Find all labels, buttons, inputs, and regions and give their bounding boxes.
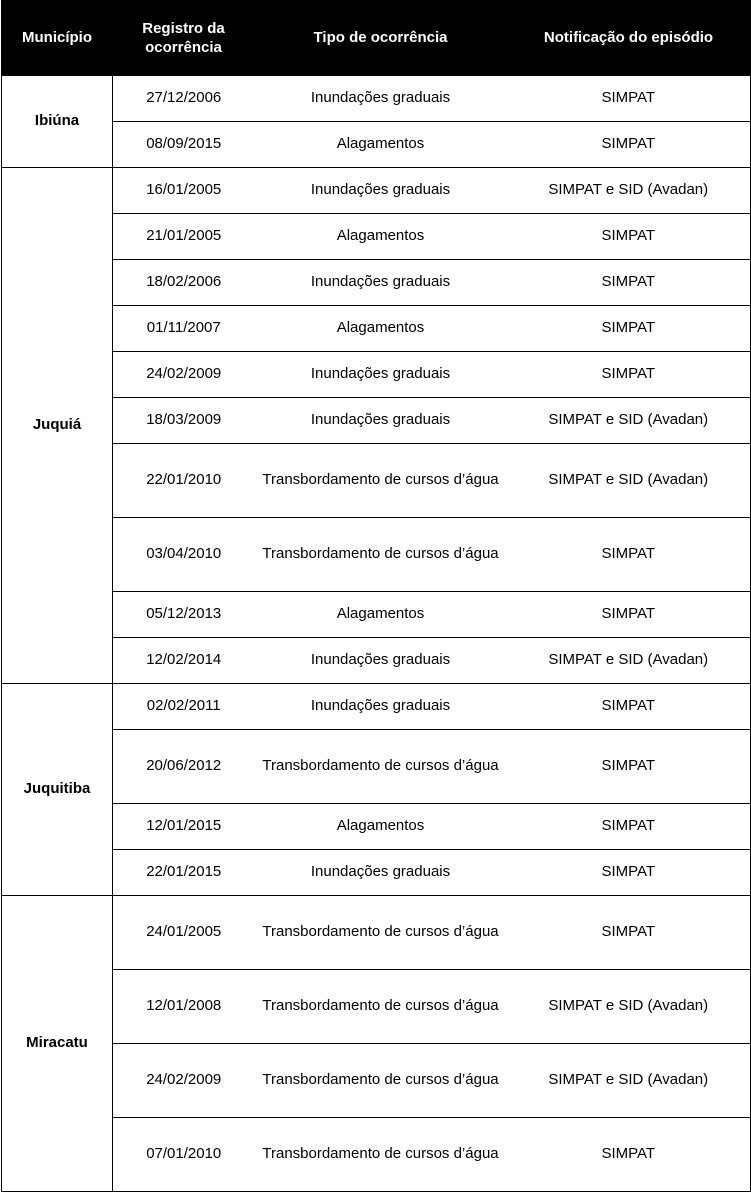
table-row: [2, 214, 751, 260]
notification-cell: SIMPAT: [507, 76, 751, 122]
date-cell: 12/01/2015: [113, 804, 255, 850]
occurrence-type-cell: Alagamentos: [255, 306, 507, 352]
occurrence-type-cell: Inundações graduais: [255, 260, 507, 306]
occurrence-type-cell: Inundações graduais: [255, 168, 507, 214]
date-cell: 20/06/2012: [113, 730, 255, 804]
occurrences-table: [1, 0, 751, 1192]
date-cell: 05/12/2013: [113, 592, 255, 638]
notification-cell: SIMPAT e SID (Avadan): [507, 1044, 751, 1118]
municipio-cell: Miracatu: [2, 896, 113, 1192]
date-cell: 16/01/2005: [113, 168, 255, 214]
date-cell: 24/02/2009: [113, 1044, 255, 1118]
occurrence-type-cell: Alagamentos: [255, 804, 507, 850]
date-cell: 22/01/2010: [113, 444, 255, 518]
table-row: [2, 896, 751, 970]
notification-cell: SIMPAT: [507, 214, 751, 260]
notification-cell: SIMPAT e SID (Avadan): [507, 444, 751, 518]
table-row: [2, 804, 751, 850]
header-municipio: Município: [2, 1, 113, 76]
table-row: [2, 168, 751, 214]
occurrence-type-cell: Transbordamento de cursos d’água: [255, 518, 507, 592]
date-cell: 18/02/2006: [113, 260, 255, 306]
date-cell: 07/01/2010: [113, 1118, 255, 1192]
notification-cell: SIMPAT: [507, 804, 751, 850]
occurrence-type-cell: Inundações graduais: [255, 398, 507, 444]
notification-cell: SIMPAT e SID (Avadan): [507, 970, 751, 1044]
occurrence-type-cell: Inundações graduais: [255, 684, 507, 730]
notification-cell: SIMPAT: [507, 260, 751, 306]
date-cell: 24/01/2005: [113, 896, 255, 970]
table-row: [2, 850, 751, 896]
notification-cell: SIMPAT e SID (Avadan): [507, 168, 751, 214]
notification-cell: SIMPAT: [507, 730, 751, 804]
table-row: [2, 352, 751, 398]
occurrence-type-cell: Inundações graduais: [255, 850, 507, 896]
table-row: [2, 638, 751, 684]
occurrence-type-cell: Transbordamento de cursos d’água: [255, 1044, 507, 1118]
date-cell: 08/09/2015: [113, 122, 255, 168]
notification-cell: SIMPAT: [507, 306, 751, 352]
table-body: [2, 76, 751, 1192]
table-header: [2, 1, 751, 76]
date-cell: 12/01/2008: [113, 970, 255, 1044]
occurrence-type-cell: Alagamentos: [255, 122, 507, 168]
table-row: [2, 970, 751, 1044]
notification-cell: SIMPAT e SID (Avadan): [507, 398, 751, 444]
table-row: [2, 592, 751, 638]
notification-cell: SIMPAT: [507, 352, 751, 398]
date-cell: 02/02/2011: [113, 684, 255, 730]
occurrence-type-cell: Transbordamento de cursos d’água: [255, 970, 507, 1044]
table-row: [2, 260, 751, 306]
notification-cell: SIMPAT: [507, 684, 751, 730]
notification-cell: SIMPAT: [507, 592, 751, 638]
table-row: [2, 76, 751, 122]
municipio-cell: Ibiúna: [2, 76, 113, 168]
occurrence-type-cell: Inundações graduais: [255, 352, 507, 398]
table-row: [2, 444, 751, 518]
municipio-cell: Juquiá: [2, 168, 113, 684]
date-cell: 18/03/2009: [113, 398, 255, 444]
notification-cell: SIMPAT: [507, 896, 751, 970]
header-row: [2, 1, 751, 76]
date-cell: 21/01/2005: [113, 214, 255, 260]
notification-cell: SIMPAT: [507, 850, 751, 896]
table-row: [2, 398, 751, 444]
date-cell: 03/04/2010: [113, 518, 255, 592]
municipio-cell: Juquitiba: [2, 684, 113, 896]
table-row: [2, 1118, 751, 1192]
notification-cell: SIMPAT: [507, 122, 751, 168]
table-row: [2, 730, 751, 804]
notification-cell: SIMPAT: [507, 518, 751, 592]
date-cell: 27/12/2006: [113, 76, 255, 122]
notification-cell: SIMPAT: [507, 1118, 751, 1192]
header-tipo: Tipo de ocorrência: [255, 1, 507, 76]
occurrence-type-cell: Transbordamento de cursos d’água: [255, 444, 507, 518]
occurrence-type-cell: Transbordamento de cursos d’água: [255, 1118, 507, 1192]
date-cell: 22/01/2015: [113, 850, 255, 896]
occurrence-type-cell: Inundações graduais: [255, 638, 507, 684]
table-row: [2, 306, 751, 352]
table-row: [2, 122, 751, 168]
date-cell: 24/02/2009: [113, 352, 255, 398]
occurrence-type-cell: Alagamentos: [255, 592, 507, 638]
occurrence-type-cell: Alagamentos: [255, 214, 507, 260]
date-cell: 12/02/2014: [113, 638, 255, 684]
date-cell: 01/11/2007: [113, 306, 255, 352]
table-row: [2, 1044, 751, 1118]
header-registro: Registro da ocorrência: [113, 1, 255, 76]
occurrence-type-cell: Inundações graduais: [255, 76, 507, 122]
table-row: [2, 518, 751, 592]
occurrence-type-cell: Transbordamento de cursos d’água: [255, 730, 507, 804]
header-notificacao: Notificação do episódio: [507, 1, 751, 76]
table-row: [2, 684, 751, 730]
notification-cell: SIMPAT e SID (Avadan): [507, 638, 751, 684]
occurrence-type-cell: Transbordamento de cursos d’água: [255, 896, 507, 970]
